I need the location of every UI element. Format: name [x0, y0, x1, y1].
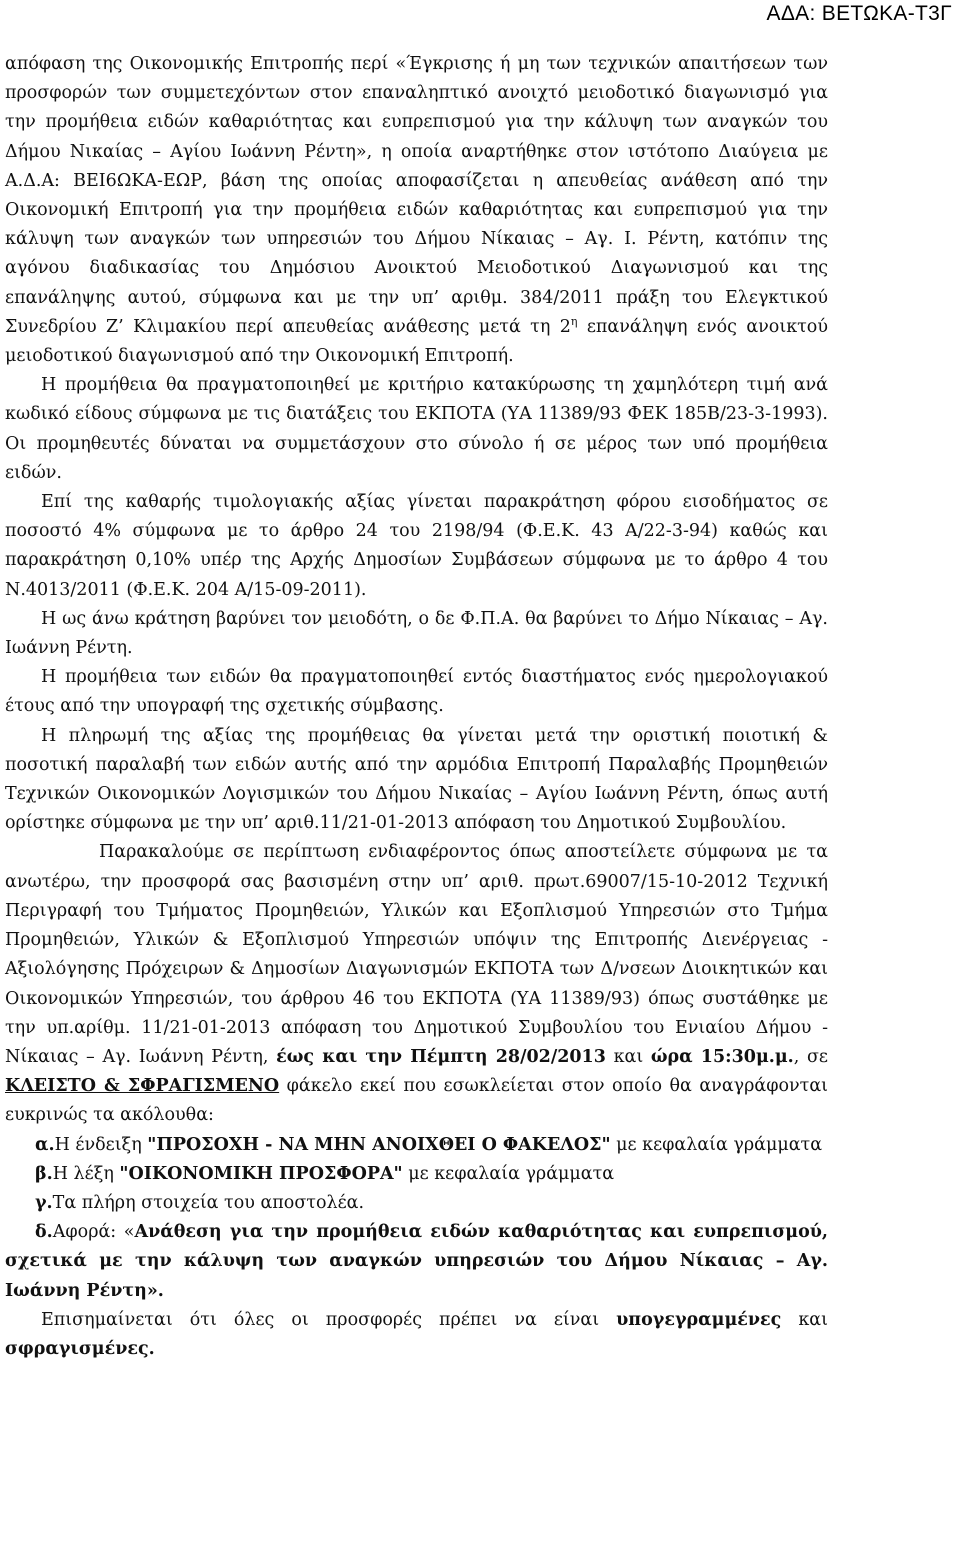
list-marker: γ. [35, 1192, 53, 1213]
list-item-g [5, 1189, 828, 1218]
list-text: με κεφαλαία γράμματα [610, 1134, 823, 1155]
list-text: Τα πλήρη στοιχεία του αποστολέα. [52, 1192, 365, 1213]
paragraph-text: φάκελο εκεί που εσωκλείεται στον οποίο θα αναγράφονται ευκρινώς τα ακόλουθα: [5, 1076, 828, 1126]
list-emphasis: "ΠΡΟΣΟΧΗ - ΝΑ ΜΗΝ ΑΝΟΙΧΘΕΙ Ο ΦΑΚΕΛΟΣ" [147, 1134, 611, 1155]
list-marker: β. [35, 1163, 53, 1184]
list-item-a [5, 1131, 828, 1160]
sealed-emphasis: σφραγισμένες. [5, 1338, 155, 1359]
list-item-b [5, 1160, 828, 1189]
ada-code: ΑΔΑ: ΒΕΤΩΚΑ-Τ3Γ [766, 2, 952, 25]
paragraph-closing [5, 1306, 828, 1364]
deadline-time: ώρα 15:30μ.μ. [650, 1046, 794, 1067]
list-marker: α. [35, 1134, 55, 1155]
paragraph-text: επανάληψη ενός ανοικτού μειοδοτικού διαγωνισμού από την Οικονομική Επιτροπή. [5, 316, 828, 367]
paragraph-tax: Επί της καθαρής τιμολογιακής αξίας γίνεται παρακράτηση φόρου εισοδήματος σε ποσοστό 4% σύμφωνα με το άρθρο 24 του 2198/94 (Φ.Ε.Κ. 43 Α/22-3-94) καθώς και παρακράτηση 0,10% υπέρ της Αρχής Δημοσίων Συμβάσεων σύμφωνα με το άρθρο 4 του Ν.4013/2011 (Φ.Ε.Κ. 204 Α/15-09-2011). [5, 492, 828, 600]
paragraph-payment: Η πληρωμή της αξίας της προμήθειας θα γίνεται μετά την οριστική ποιοτική & ποσοτική παραλαβή των ειδών αυτής από την αρμόδια Επιτροπή Παραλαβής Προμηθειών Τεχνικών Οικονομικών Λογισμικών του Δήμου Νικαίας – Αγίου Ιωάννη Ρέντη, όπως αυτή ορίστηκε σύμφωνα με την υπ’ αριθ.11/21-01-2013 απόφαση του Δημοτικού Συμβουλίου. [5, 725, 828, 834]
paragraph-text: Παρακαλούμε σε περίπτωση ενδιαφέροντος όπως αποστείλετε σύμφωνα με τα ανωτέρω, την προσφορά σας βασισμένη στην υπ’ αριθ. πρωτ.69007/15-10-2012 Τεχνική Περιγραφή του Τμήματος Προμηθειών, Υλικών και Εξοπλισμού Υπηρεσιών στο Τμήμα Προμηθειών, Υλικών & Εξοπλισμού Υπηρεσιών υπόψιν της Επιτροπής Διενέργειας - Αξιολόγησης Πρόχειρων & Δημοσίων Διαγωνισμών ΕΚΠΟΤΑ των Δ/νσεων Διοικητικών και Οικονομικών Υπηρεσιών, του άρθρου 46 του ΕΚΠΟΤΑ (ΥΑ 11389/93) όπως συστάθηκε με την υπ.αρίθμ. 11/21-01-2013 απόφαση του Δημοτικού Συμβουλίου του Ενιαίου Δήμου - Νίκαιας – Αγ. Ιωάννη Ρέντη, [5, 842, 828, 1067]
list-emphasis: Ανάθεση για την προμήθεια ειδών καθαριότητας και ευπρεπισμού, σχετικά με την κάλυψη των αναγκών υπηρεσιών του Δήμου Νίκαιας – Αγ. Ιωάννη Ρέντη». [5, 1222, 829, 1301]
document-body [5, 50, 828, 1364]
paragraph-decision [5, 50, 828, 371]
paragraph-retention: Η ως άνω κράτηση βαρύνει τον μειοδότη, ο δε Φ.Π.Α. θα βαρύνει το Δήμο Νίκαιας – Αγ. Ιωάννη Ρέντη. [5, 608, 828, 659]
superscript: η [570, 315, 578, 328]
deadline-date: έως και την Πέμπτη 28/02/2013 [276, 1046, 606, 1067]
list-text: Αφορά: « [52, 1222, 135, 1243]
signed-emphasis: υπογεγραμμένες [616, 1309, 782, 1330]
paragraph-criterion: Η προμήθεια θα πραγματοποιηθεί με κριτήριο κατακύρωσης τη χαμηλότερη τιμή ανά κωδικό είδους σύμφωνα με τις διατάξεις του ΕΚΠΟΤΑ (ΥΑ 11389/93 ΦΕΚ 185Β/23-3-1993). Οι προμηθευτές δύναται να συμμετάσχουν στο σύνολο ή σε μέρος των υπό προμήθεια ειδών. [5, 375, 828, 483]
paragraph-text: απόφαση της Οικονομικής Επιτροπής περί «Έγκρισης ή μη των τεχνικών απαιτήσεων των προσφορών των συμμετεχόντων στον επαναληπτικό ανοιχτό μειοδοτικό διαγωνισμό για την προμήθεια ειδών καθαριότητας και ευπρεπισμού για την κάλυψη των αναγκών του Δήμου Νικαίας – Αγίου Ιωάννη Ρέντη», η οποία αναρτήθηκε στον ιστότοπο Διαύγεια με Α.Δ.Α: ΒΕΙ6ΩΚΑ-ΕΩΡ, βάση της οποίας αποφασίζεται η απευθείας ανάθεση από την Οικονομική Επιτροπή για την προμήθεια ειδών καθαριότητας και ευπρεπισμού για την κάλυψη των αναγκών των υπηρεσιών του Δήμου Νίκαιας – Αγ. Ι. Ρέντη, κατόπιν της αγόνου διαδικασίας του Δημόσιου Ανοικτού Μειοδοτικού Διαγωνισμού και της επανάληψης αυτού, σύμφωνα και με την υπ’ αριθμ. 384/2011 πράξη του Ελεγκτικού Συνεδρίου Ζ’ Κλιμακίου περί απευθείας ανάθεσης μετά τη 2 [5, 54, 828, 337]
list-text: Η ένδειξη [54, 1134, 148, 1155]
closing-text: Επισημαίνεται ότι όλες οι προσφορές πρέπει να είναι [41, 1309, 617, 1330]
list-marker: δ. [35, 1222, 53, 1243]
paragraph-request [5, 838, 828, 1130]
list-item-d [5, 1218, 828, 1306]
connector-text: , σε [793, 1046, 828, 1067]
sealed-envelope-text: ΚΛΕΙΣΤΟ & ΣΦΡΑΓΙΣΜΕΝΟ [5, 1076, 280, 1097]
list-emphasis: "ΟΙΚΟΝΟΜΙΚΗ ΠΡΟΣΦΟΡΑ" [119, 1163, 403, 1184]
paragraph-duration: Η προμήθεια των ειδών θα πραγματοποιηθεί εντός διαστήματος ενός ημερολογιακού έτους από την υπογραφή της σχετικής σύμβασης. [5, 667, 828, 717]
list-text: με κεφαλαία γράμματα [402, 1163, 615, 1184]
connector-text: και [605, 1046, 651, 1067]
connector-text: και [781, 1309, 828, 1330]
list-text: Η λέξη [52, 1163, 120, 1184]
